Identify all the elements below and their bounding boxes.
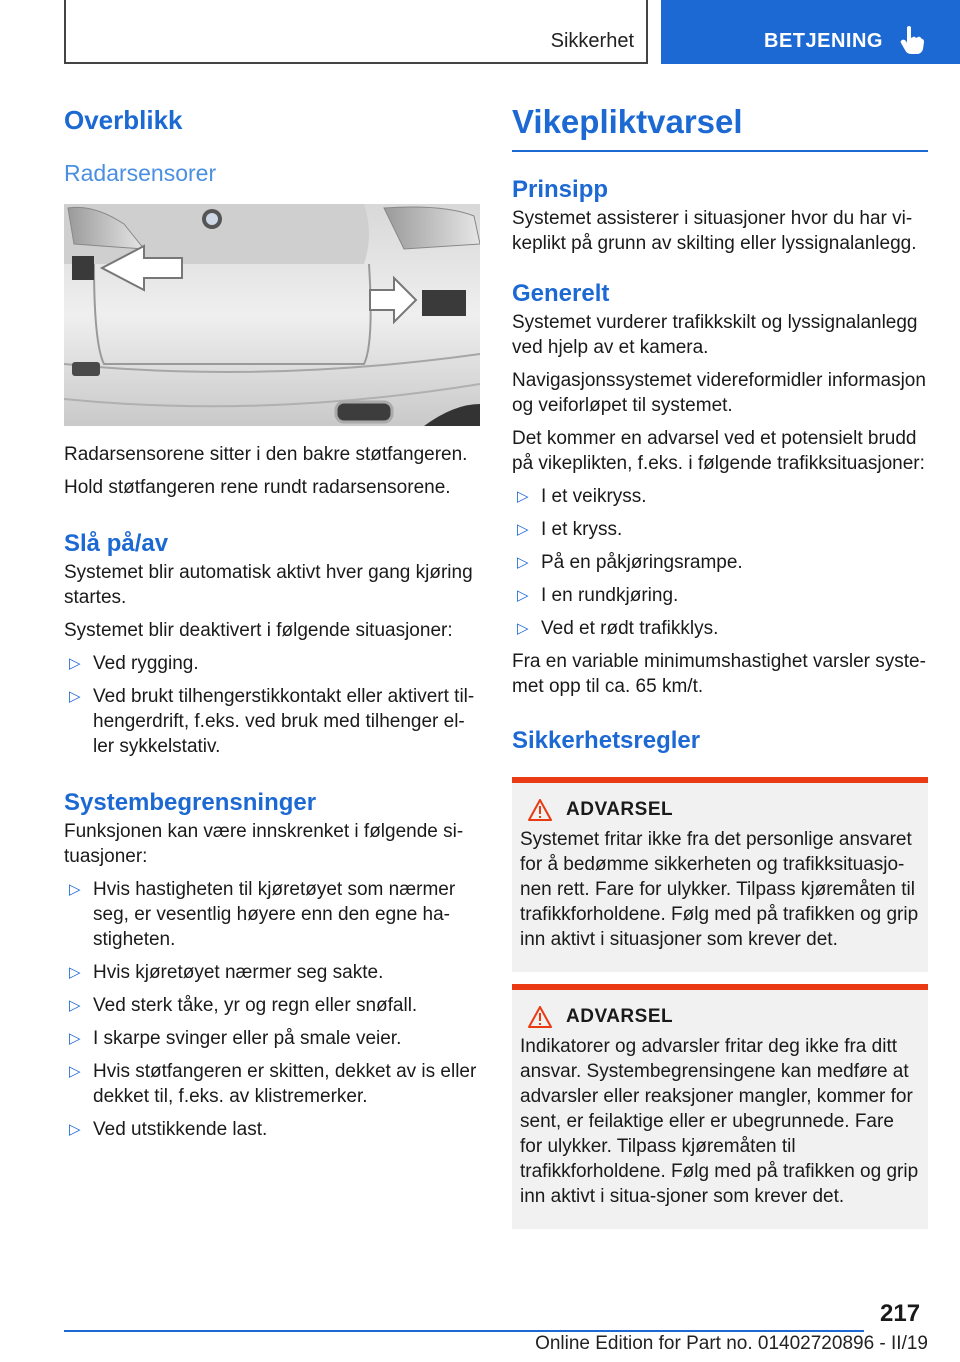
section-title-yield-warning: Vikepliktvarsel (512, 100, 928, 152)
general-paragraph-4: Fra en variable minimumshastighet varsler syste-met opp til ca. 65 km/t. (512, 651, 926, 697)
header-section-label: Sikkerhet (550, 30, 634, 52)
general-list (512, 484, 928, 641)
footer-edition: Online Edition for Part no. 01402720896 - II/19 (535, 1333, 928, 1354)
list-item: ▷ Ved rygging. (69, 653, 199, 674)
warning-box (512, 984, 928, 1229)
triangle-bullet-icon: ▷ (517, 488, 529, 505)
onoff-paragraph-1: Systemet blir automatisk aktivt hver gang kjøring startes. (64, 562, 473, 608)
warning-title: ADVARSEL (566, 1006, 674, 1027)
heading-system-limits: Systembegrensninger (64, 789, 317, 816)
pointing-hand-icon (899, 25, 925, 55)
triangle-bullet-icon: ▷ (69, 881, 81, 898)
list-item: ▷ Ved sterk tåke, yr og regn eller snøfall. (69, 995, 418, 1016)
header-section-tab (64, 0, 648, 64)
limits-paragraph: Funksjonen kan være innskrenket i følgende si-tuasjoner: (64, 821, 464, 867)
page-number: 217 (880, 1300, 921, 1327)
heading-general: Generelt (512, 280, 610, 307)
radar-location-text: Radarsensorene sitter i den bakre støtfangeren. (64, 444, 468, 465)
list-item: ▷ På en påkjøringsrampe. (517, 552, 743, 573)
list-item: ▷ Hvis hastigheten til kjøretøyet som nærmer seg, er vesentlig høyere enn den egne ha-stigheten. (69, 879, 456, 950)
list-item: ▷ Ved utstikkende last. (69, 1119, 268, 1140)
warning-title: ADVARSEL (566, 799, 674, 820)
limits-list (64, 877, 480, 1142)
list-item: ▷ Ved brukt tilhengerstikkontakt eller aktivert til-hengerdrift, f.eks. ved bruk med tilhenger el-ler sykkelstativ. (69, 686, 475, 757)
list-item: ▷ I et veikryss. (517, 486, 647, 507)
section-title-overview: Overblikk (64, 105, 183, 135)
header-chapter-tab (661, 0, 960, 64)
warning-box (512, 777, 928, 972)
rear-bumper-radar-photo (64, 204, 480, 426)
warning-triangle-icon (528, 1006, 552, 1028)
triangle-bullet-icon: ▷ (69, 964, 81, 981)
principle-text: Systemet assisterer i situasjoner hvor du har vi-keplikt på grunn av skilting eller lyssignalanlegg. (512, 208, 917, 254)
list-item: ▷ Hvis kjøretøyet nærmer seg sakte. (69, 962, 384, 983)
triangle-bullet-icon: ▷ (69, 1030, 81, 1047)
onoff-list (64, 651, 480, 759)
header-chapter-label: BETJENING (764, 30, 883, 52)
warning-triangle-icon (528, 799, 552, 821)
heading-on-off: Slå på/av (64, 530, 169, 557)
list-item: ▷ Hvis støtfangeren er skitten, dekket av is eller dekket til, f.eks. av klistremerker. (69, 1061, 477, 1107)
subsection-title-radar: Radarsensorer (64, 160, 217, 186)
onoff-paragraph-2: Systemet blir deaktivert i følgende situasjoner: (64, 620, 453, 641)
right-column (512, 100, 928, 1229)
general-paragraph-3: Det kommer en advarsel ved et potensielt brudd på vikeplikten, f.eks. i følgende trafikksituasjoner: (512, 428, 925, 474)
triangle-bullet-icon: ▷ (69, 1121, 81, 1138)
triangle-bullet-icon: ▷ (517, 554, 529, 571)
triangle-bullet-icon: ▷ (69, 655, 81, 672)
triangle-bullet-icon: ▷ (69, 997, 81, 1014)
triangle-bullet-icon: ▷ (517, 587, 529, 604)
triangle-bullet-icon: ▷ (517, 620, 529, 637)
triangle-bullet-icon: ▷ (69, 1063, 81, 1080)
left-column (64, 100, 480, 1142)
list-item: ▷ I en rundkjøring. (517, 585, 679, 606)
warning-text: Indikatorer og advarsler fritar deg ikke fra ditt ansvar. Systembegrensingene kan medføre at advarsler eller reaksjoner mangler, kommer for sent, er feilaktige eller er ubegrunnede. Fare for ulykker. Tilpass kjøremåten til trafikkforholdene. Følg med på trafikken og grip inn aktivt i situa-sjoner som krever det. (520, 1036, 919, 1207)
triangle-bullet-icon: ▷ (517, 521, 529, 538)
triangle-bullet-icon: ▷ (69, 688, 81, 705)
general-paragraph-1: Systemet vurderer trafikkskilt og lyssignalanlegg ved hjelp av et kamera. (512, 312, 918, 358)
heading-principle: Prinsipp (512, 176, 609, 203)
list-item: ▷ I et kryss. (517, 519, 623, 540)
footer-divider (64, 1330, 864, 1332)
warning-text: Systemet fritar ikke fra det personlige ansvaret for å bedømme sikkerheten og trafikksituasjo-nen rett. Fare for ulykker. Tilpass kjøremåten til trafikkforholdene. Følg med på trafikken og grip inn aktivt i situasjoner som krever det. (520, 829, 919, 950)
general-paragraph-2: Navigasjonssystemet videreformidler informasjon og veiforløpet til systemet. (512, 370, 926, 416)
radar-clean-text: Hold støtfangeren rene rundt radarsensorene. (64, 477, 451, 498)
list-item: ▷ I skarpe svinger eller på smale veier. (69, 1028, 402, 1049)
list-item: ▷ Ved et rødt trafikklys. (517, 618, 719, 639)
heading-safety-rules: Sikkerhetsregler (512, 727, 701, 754)
